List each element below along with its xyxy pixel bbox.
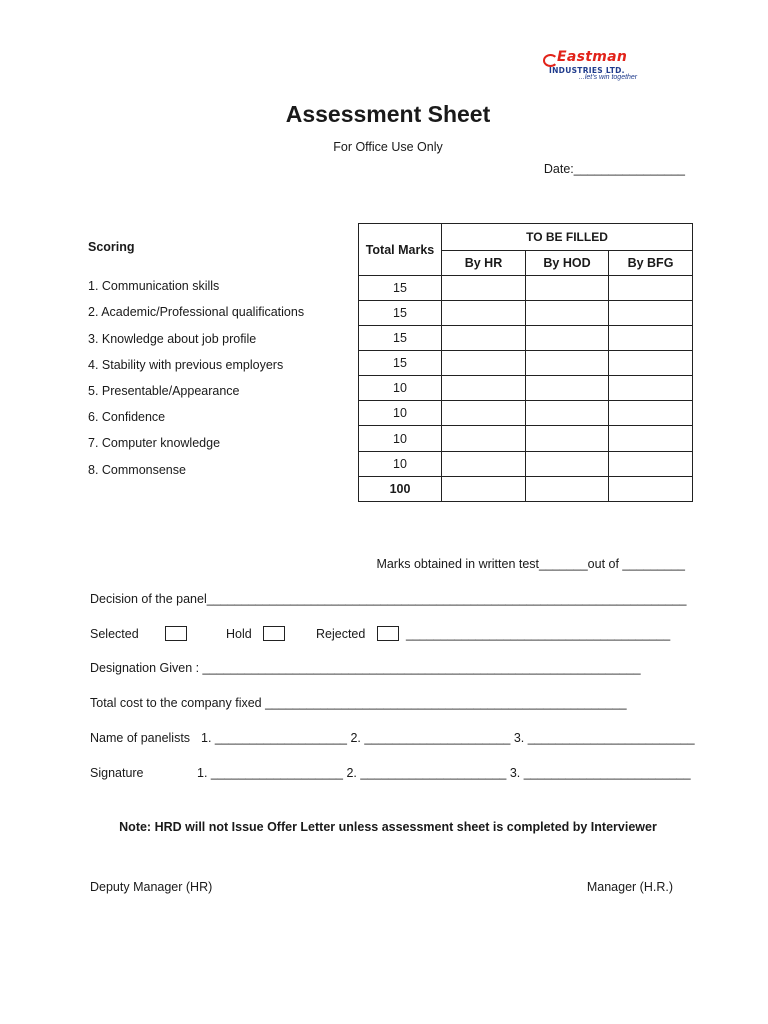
table-row: [359, 326, 693, 351]
bfg-score-cell[interactable]: [609, 351, 693, 376]
hr-score-cell[interactable]: [442, 276, 526, 301]
score-table: [358, 223, 693, 502]
hold-label: Hold: [226, 627, 252, 641]
criterion-item: 8. Commonsense: [88, 463, 186, 477]
hr-score-cell[interactable]: [442, 426, 526, 452]
bfg-score-cell[interactable]: [609, 452, 693, 477]
company-logo: [541, 49, 681, 84]
criterion-item: 5. Presentable/Appearance: [88, 384, 240, 398]
deputy-manager-signatory: Deputy Manager (HR): [90, 880, 213, 894]
hod-score-cell[interactable]: [526, 301, 609, 326]
table-row: [359, 426, 693, 452]
note-text: Note: HRD will not Issue Offer Letter unless assessment sheet is completed by Interviewer: [119, 820, 657, 834]
criterion-item: 3. Knowledge about job profile: [88, 332, 257, 346]
criterion-item: 4. Stability with previous employers: [88, 358, 284, 372]
hr-total-cell[interactable]: [442, 477, 526, 502]
to-be-filled-header: TO BE FILLED: [442, 224, 693, 251]
bfg-score-cell[interactable]: [609, 326, 693, 351]
by-hod-header: By HOD: [526, 251, 609, 276]
panelists-fields[interactable]: 1. ___________________ 2. _____________________ 3. ________________________: [201, 731, 695, 745]
hr-score-cell[interactable]: [442, 301, 526, 326]
table-row: [359, 376, 693, 401]
designation-field[interactable]: Designation Given : _______________________________________________________________: [90, 661, 641, 675]
date-field[interactable]: Date:________________: [543, 162, 685, 176]
rejected-checkbox[interactable]: [377, 626, 399, 641]
selected-label: Selected: [90, 627, 139, 641]
rejected-label: Rejected: [316, 627, 366, 641]
decision-field[interactable]: Decision of the panel_____________________________________________________________________: [90, 592, 687, 606]
marks-cell: 15: [359, 351, 442, 376]
table-row: [359, 452, 693, 477]
bfg-score-cell[interactable]: [609, 426, 693, 452]
criterion-item: 6. Confidence: [88, 410, 166, 424]
marks-cell: 10: [359, 401, 442, 426]
hr-score-cell[interactable]: [442, 351, 526, 376]
table-row: [359, 351, 693, 376]
page-title: Assessment Sheet: [285, 101, 491, 127]
written-test-field[interactable]: Marks obtained in written test_______out of _________: [376, 557, 685, 571]
bfg-total-cell[interactable]: [609, 477, 693, 502]
marks-cell: 15: [359, 276, 442, 301]
hr-score-cell[interactable]: [442, 376, 526, 401]
logo-brand: Eastman: [557, 49, 628, 65]
marks-cell: 10: [359, 426, 442, 452]
hod-score-cell[interactable]: [526, 326, 609, 351]
total-marks-header: Total Marks: [359, 224, 442, 276]
hod-score-cell[interactable]: [526, 376, 609, 401]
page-subtitle: For Office Use Only: [333, 140, 443, 154]
manager-signatory: Manager (H.R.): [586, 880, 673, 894]
marks-cell: 15: [359, 326, 442, 351]
panelists-label: Name of panelists: [90, 731, 191, 745]
hod-total-cell[interactable]: [526, 477, 609, 502]
bfg-score-cell[interactable]: [609, 401, 693, 426]
total-cost-field[interactable]: Total cost to the company fixed ____________________________________________________: [90, 696, 627, 710]
hod-score-cell[interactable]: [526, 351, 609, 376]
hold-checkbox[interactable]: [263, 626, 285, 641]
bfg-score-cell[interactable]: [609, 276, 693, 301]
total-cell: 100: [359, 477, 442, 502]
signature-label: Signature: [90, 766, 144, 780]
table-total-row: [359, 477, 693, 502]
table-row: [359, 401, 693, 426]
criterion-item: 7. Computer knowledge: [88, 436, 221, 450]
logo-industries: INDUSTRIES LTD.: [549, 66, 625, 75]
hod-score-cell[interactable]: [526, 426, 609, 452]
bfg-score-cell[interactable]: [609, 301, 693, 326]
hod-score-cell[interactable]: [526, 401, 609, 426]
selected-checkbox[interactable]: [165, 626, 187, 641]
hr-score-cell[interactable]: [442, 452, 526, 477]
hod-score-cell[interactable]: [526, 452, 609, 477]
criterion-item: 2. Academic/Professional qualifications: [88, 305, 305, 319]
marks-cell: 10: [359, 452, 442, 477]
scoring-heading: Scoring: [88, 240, 135, 254]
signature-fields[interactable]: 1. ___________________ 2. _____________________ 3. ________________________: [197, 766, 691, 780]
table-row: [359, 301, 693, 326]
by-bfg-header: By BFG: [609, 251, 693, 276]
hr-score-cell[interactable]: [442, 401, 526, 426]
table-row: [359, 276, 693, 301]
criterion-item: 1. Communication skills: [88, 279, 220, 293]
marks-cell: 10: [359, 376, 442, 401]
hr-score-cell[interactable]: [442, 326, 526, 351]
rejected-remarks-field[interactable]: ______________________________________: [406, 627, 671, 641]
logo-tagline: ...let's win together: [579, 74, 638, 81]
marks-cell: 15: [359, 301, 442, 326]
hod-score-cell[interactable]: [526, 276, 609, 301]
bfg-score-cell[interactable]: [609, 376, 693, 401]
by-hr-header: By HR: [442, 251, 526, 276]
